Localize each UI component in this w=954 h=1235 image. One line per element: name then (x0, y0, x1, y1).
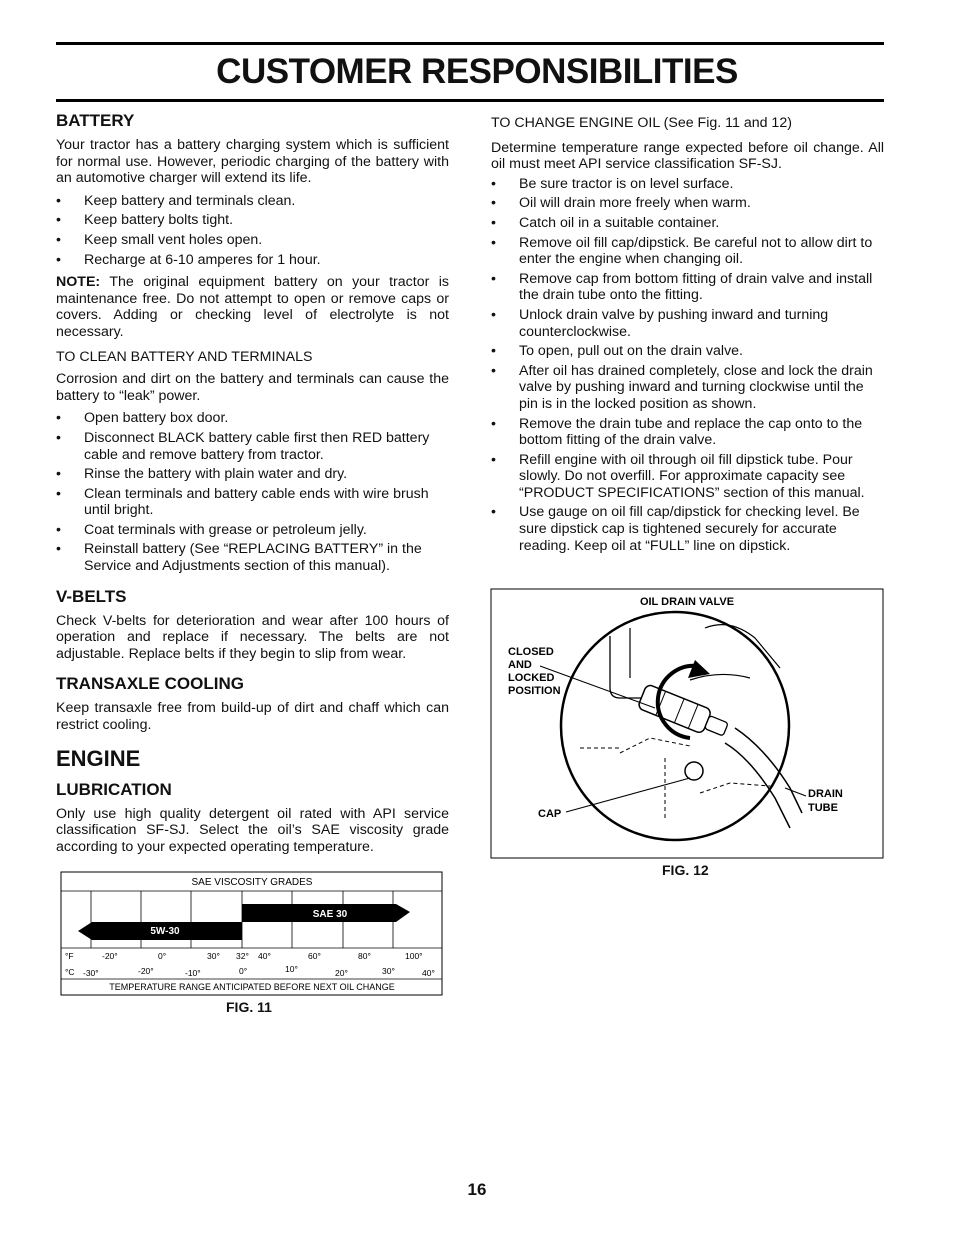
transaxle-text: Keep transaxle free from build-up of dirt and chaff which can restrict cooling. (56, 700, 449, 734)
list-item: • Rinse the battery with plain water and dry. (56, 466, 449, 483)
note-text: The original equipment battery on your tractor is maintenance free. Do not attempt to open or remove caps or covers. Adding or checking level of electrolyte is not necessary. (56, 274, 449, 340)
engine-heading: ENGINE (56, 745, 141, 771)
c-tick: 10° (285, 964, 298, 974)
page-number: 16 (467, 1180, 487, 1199)
svg-text:TUBE: TUBE (808, 802, 838, 814)
left-column (56, 111, 449, 861)
list-item: • Remove cap from bottom fitting of drain valve and install the drain tube onto the fitting. (491, 271, 884, 304)
fahrenheit-unit: °F (65, 951, 74, 961)
vbelts-text: Check V-belts for deterioration and wear after 100 hours of operation and replace if necessary. The belts are not adjustable. Replace belts if they begin to slip from wear. (56, 612, 449, 662)
f-tick: 40° (258, 951, 271, 961)
battery-note (56, 274, 449, 340)
list-item: • Coat terminals with grease or petroleum jelly. (56, 522, 449, 539)
chart-title: SAE VISCOSITY GRADES (191, 877, 313, 888)
f-tick: 30° (207, 951, 220, 961)
f-tick: 32° (236, 951, 249, 961)
right-column (491, 115, 884, 560)
change-oil-intro: Determine temperature range expected before oil change. All oil must meet API service classification SF-SJ. (491, 139, 884, 173)
sae30-label: SAE 30 (312, 909, 348, 920)
svg-text:AND: AND (508, 659, 532, 671)
f-tick: 100° (405, 951, 423, 961)
c-tick: 40° (422, 968, 435, 978)
f-tick: 0° (158, 951, 167, 961)
lubrication-heading: LUBRICATION (56, 779, 172, 799)
svg-text:CLOSED: CLOSED (508, 646, 554, 658)
list-item: • Reinstall battery (See “REPLACING BATTERY” in the Service and Adjustments section of this manual). (56, 541, 449, 574)
top-rule (56, 42, 884, 45)
lubrication-text: Only use high quality detergent oil rated with API service classification SF-SJ. Select the oil’s SAE viscosity grade according to your expected operating temperature. (56, 805, 449, 855)
svg-text:POSITION: POSITION (508, 685, 561, 697)
list-item: • Refill engine with oil through oil fill dipstick tube. Pour slowly. Do not overfill. For approximate capacity see “PRODUCT SPECIFICATIONS” section of this manual. (491, 452, 884, 502)
list-item: • Oil will drain more freely when warm. (491, 195, 884, 212)
list-item: • After oil has drained completely, close and lock the drain valve by pushing inward and turning clockwise until the pin is in the locked position as shown. (491, 363, 884, 413)
celsius-unit: °C (65, 967, 75, 977)
list-item: • Catch oil in a suitable container. (491, 215, 884, 232)
list-item: • Open battery box door. (56, 410, 449, 427)
chart-footer: TEMPERATURE RANGE ANTICIPATED BEFORE NEXT OIL CHANGE (109, 982, 395, 992)
transaxle-heading: TRANSAXLE COOLING (56, 674, 244, 694)
battery-heading: BATTERY (56, 111, 135, 130)
c-tick: -30° (83, 968, 99, 978)
title-underline (56, 99, 884, 102)
list-item: • Disconnect BLACK battery cable first then RED battery cable and remove battery from tractor. (56, 430, 449, 463)
list-item: • Remove the drain tube and replace the cap onto to the bottom fitting of the drain valve. (491, 416, 884, 449)
battery-list (56, 193, 449, 268)
battery-intro: Your tractor has a battery charging system which is sufficient for normal use. However, periodic charging of the battery with an automotive charger will extend its life. (56, 137, 449, 187)
sae-viscosity-chart (60, 871, 444, 997)
list-item: • Unlock drain valve by pushing inward and turning counterclockwise. (491, 307, 884, 340)
clean-heading: TO CLEAN BATTERY AND TERMINALS (56, 348, 313, 365)
f-tick: -20° (102, 951, 118, 961)
fig12-caption: FIG. 12 (662, 862, 709, 878)
clean-intro: Corrosion and dirt on the battery and terminals can cause the battery to “leak” power. (56, 371, 449, 404)
clean-list (56, 410, 449, 574)
oil-drain-valve-figure (490, 588, 885, 860)
list-item: • Clean terminals and battery cable ends with wire brush until bright. (56, 486, 449, 519)
list-item: • Keep battery and terminals clean. (56, 193, 449, 210)
list-item: • Use gauge on oil fill cap/dipstick for checking level. Be sure dipstick cap is tightened securely for accurate reading. Keep oil at “FULL” line on dipstick. (491, 504, 884, 554)
list-item: • Recharge at 6-10 amperes for 1 hour. (56, 252, 449, 269)
f-tick: 60° (308, 951, 321, 961)
list-item: • Remove oil fill cap/dipstick. Be careful not to allow dirt to enter the engine when changing oil. (491, 235, 884, 268)
note-label: NOTE: (56, 274, 101, 291)
svg-text:DRAIN: DRAIN (808, 788, 843, 800)
page-title: CUSTOMER RESPONSIBILITIES (216, 52, 738, 91)
svg-text:LOCKED: LOCKED (508, 672, 555, 684)
list-item: • Be sure tractor is on level surface. (491, 176, 884, 193)
list-item: • To open, pull out on the drain valve. (491, 343, 884, 360)
list-item: • Keep small vent holes open. (56, 232, 449, 249)
list-item: • Keep battery bolts tight. (56, 212, 449, 229)
cap-label: CAP (538, 808, 562, 820)
f-tick: 80° (358, 951, 371, 961)
figure-title: OIL DRAIN VALVE (639, 596, 735, 608)
vbelts-heading: V-BELTS (56, 586, 127, 606)
c-tick: 0° (239, 966, 248, 976)
c-tick: -10° (185, 968, 201, 978)
closed-locked-label (508, 646, 561, 697)
change-oil-list (491, 176, 884, 554)
c-tick: 20° (335, 968, 348, 978)
fig11-caption: FIG. 11 (226, 999, 272, 1015)
5w30-label: 5W-30 (150, 926, 180, 937)
c-tick: 30° (382, 966, 395, 976)
change-oil-heading: TO CHANGE ENGINE OIL (See Fig. 11 and 12) (491, 115, 792, 131)
c-tick: -20° (138, 966, 154, 976)
